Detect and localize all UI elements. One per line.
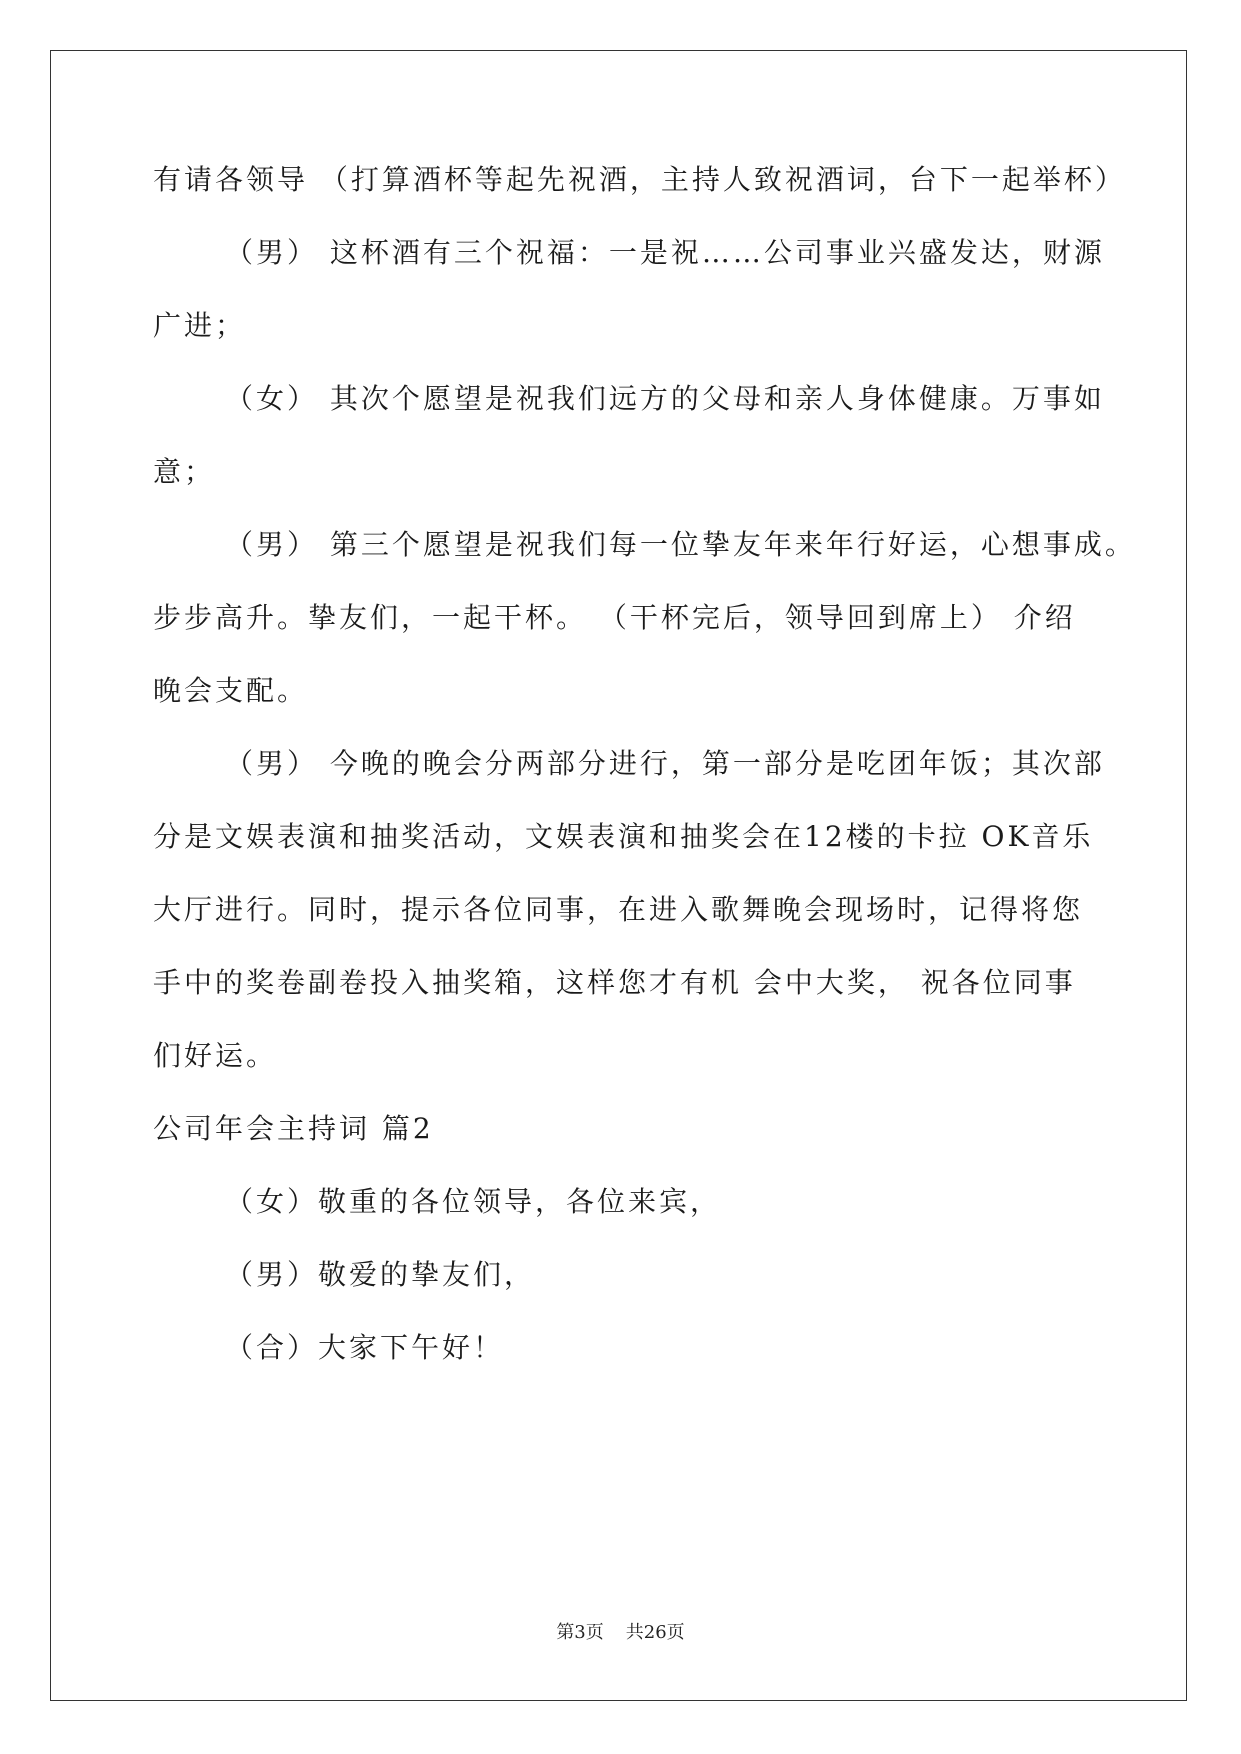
section-heading: 公司年会主持词 篇2 — [153, 1112, 434, 1145]
text-line: 步步高升。挚友们，一起干杯。 （干杯完后，领导回到席上） 介绍 — [153, 601, 1076, 634]
text-line: 们好运。 — [153, 1039, 278, 1072]
page-footer — [0, 1618, 1241, 1644]
text-line: 手中的奖卷副卷投入抽奖箱，这样您才有机 会中大奖， 祝各位同事 — [153, 966, 1076, 999]
page-total: 共26页 — [625, 1622, 685, 1643]
text-line: （男） 今晚的晚会分两部分进行，第一部分是吃团年饭；其次部 — [225, 747, 1105, 780]
text-line: 意； — [153, 455, 216, 488]
text-line: （男） 第三个愿望是祝我们每一位挚友年来年行好运，心想事成。 — [225, 528, 1136, 561]
text-line: （女） 其次个愿望是祝我们远方的父母和亲人身体健康。万事如 — [225, 382, 1105, 415]
text-line: 晚会支配。 — [153, 674, 309, 707]
text-line: （女）敬重的各位领导，各位来宾， — [225, 1185, 722, 1218]
text-line: （男） 这杯酒有三个祝福：一是祝……公司事业兴盛发达，财源 — [225, 236, 1105, 269]
text-line: 有请各领导 （打算酒杯等起先祝酒，主持人致祝酒词，台下一起举杯） — [153, 163, 1126, 196]
page-border — [50, 50, 1187, 1701]
text-line: （男）敬爱的挚友们， — [225, 1258, 536, 1291]
text-line: 分是文娱表演和抽奖活动，文娱表演和抽奖会在12楼的卡拉 OK音乐 — [153, 820, 1094, 853]
text-line: 大厅进行。同时，提示各位同事，在进入歌舞晚会现场时，记得将您 — [153, 893, 1084, 926]
text-line: 广进； — [153, 309, 247, 342]
page-number: 第3页 — [556, 1622, 604, 1643]
text-line: （合）大家下午好！ — [225, 1331, 505, 1364]
